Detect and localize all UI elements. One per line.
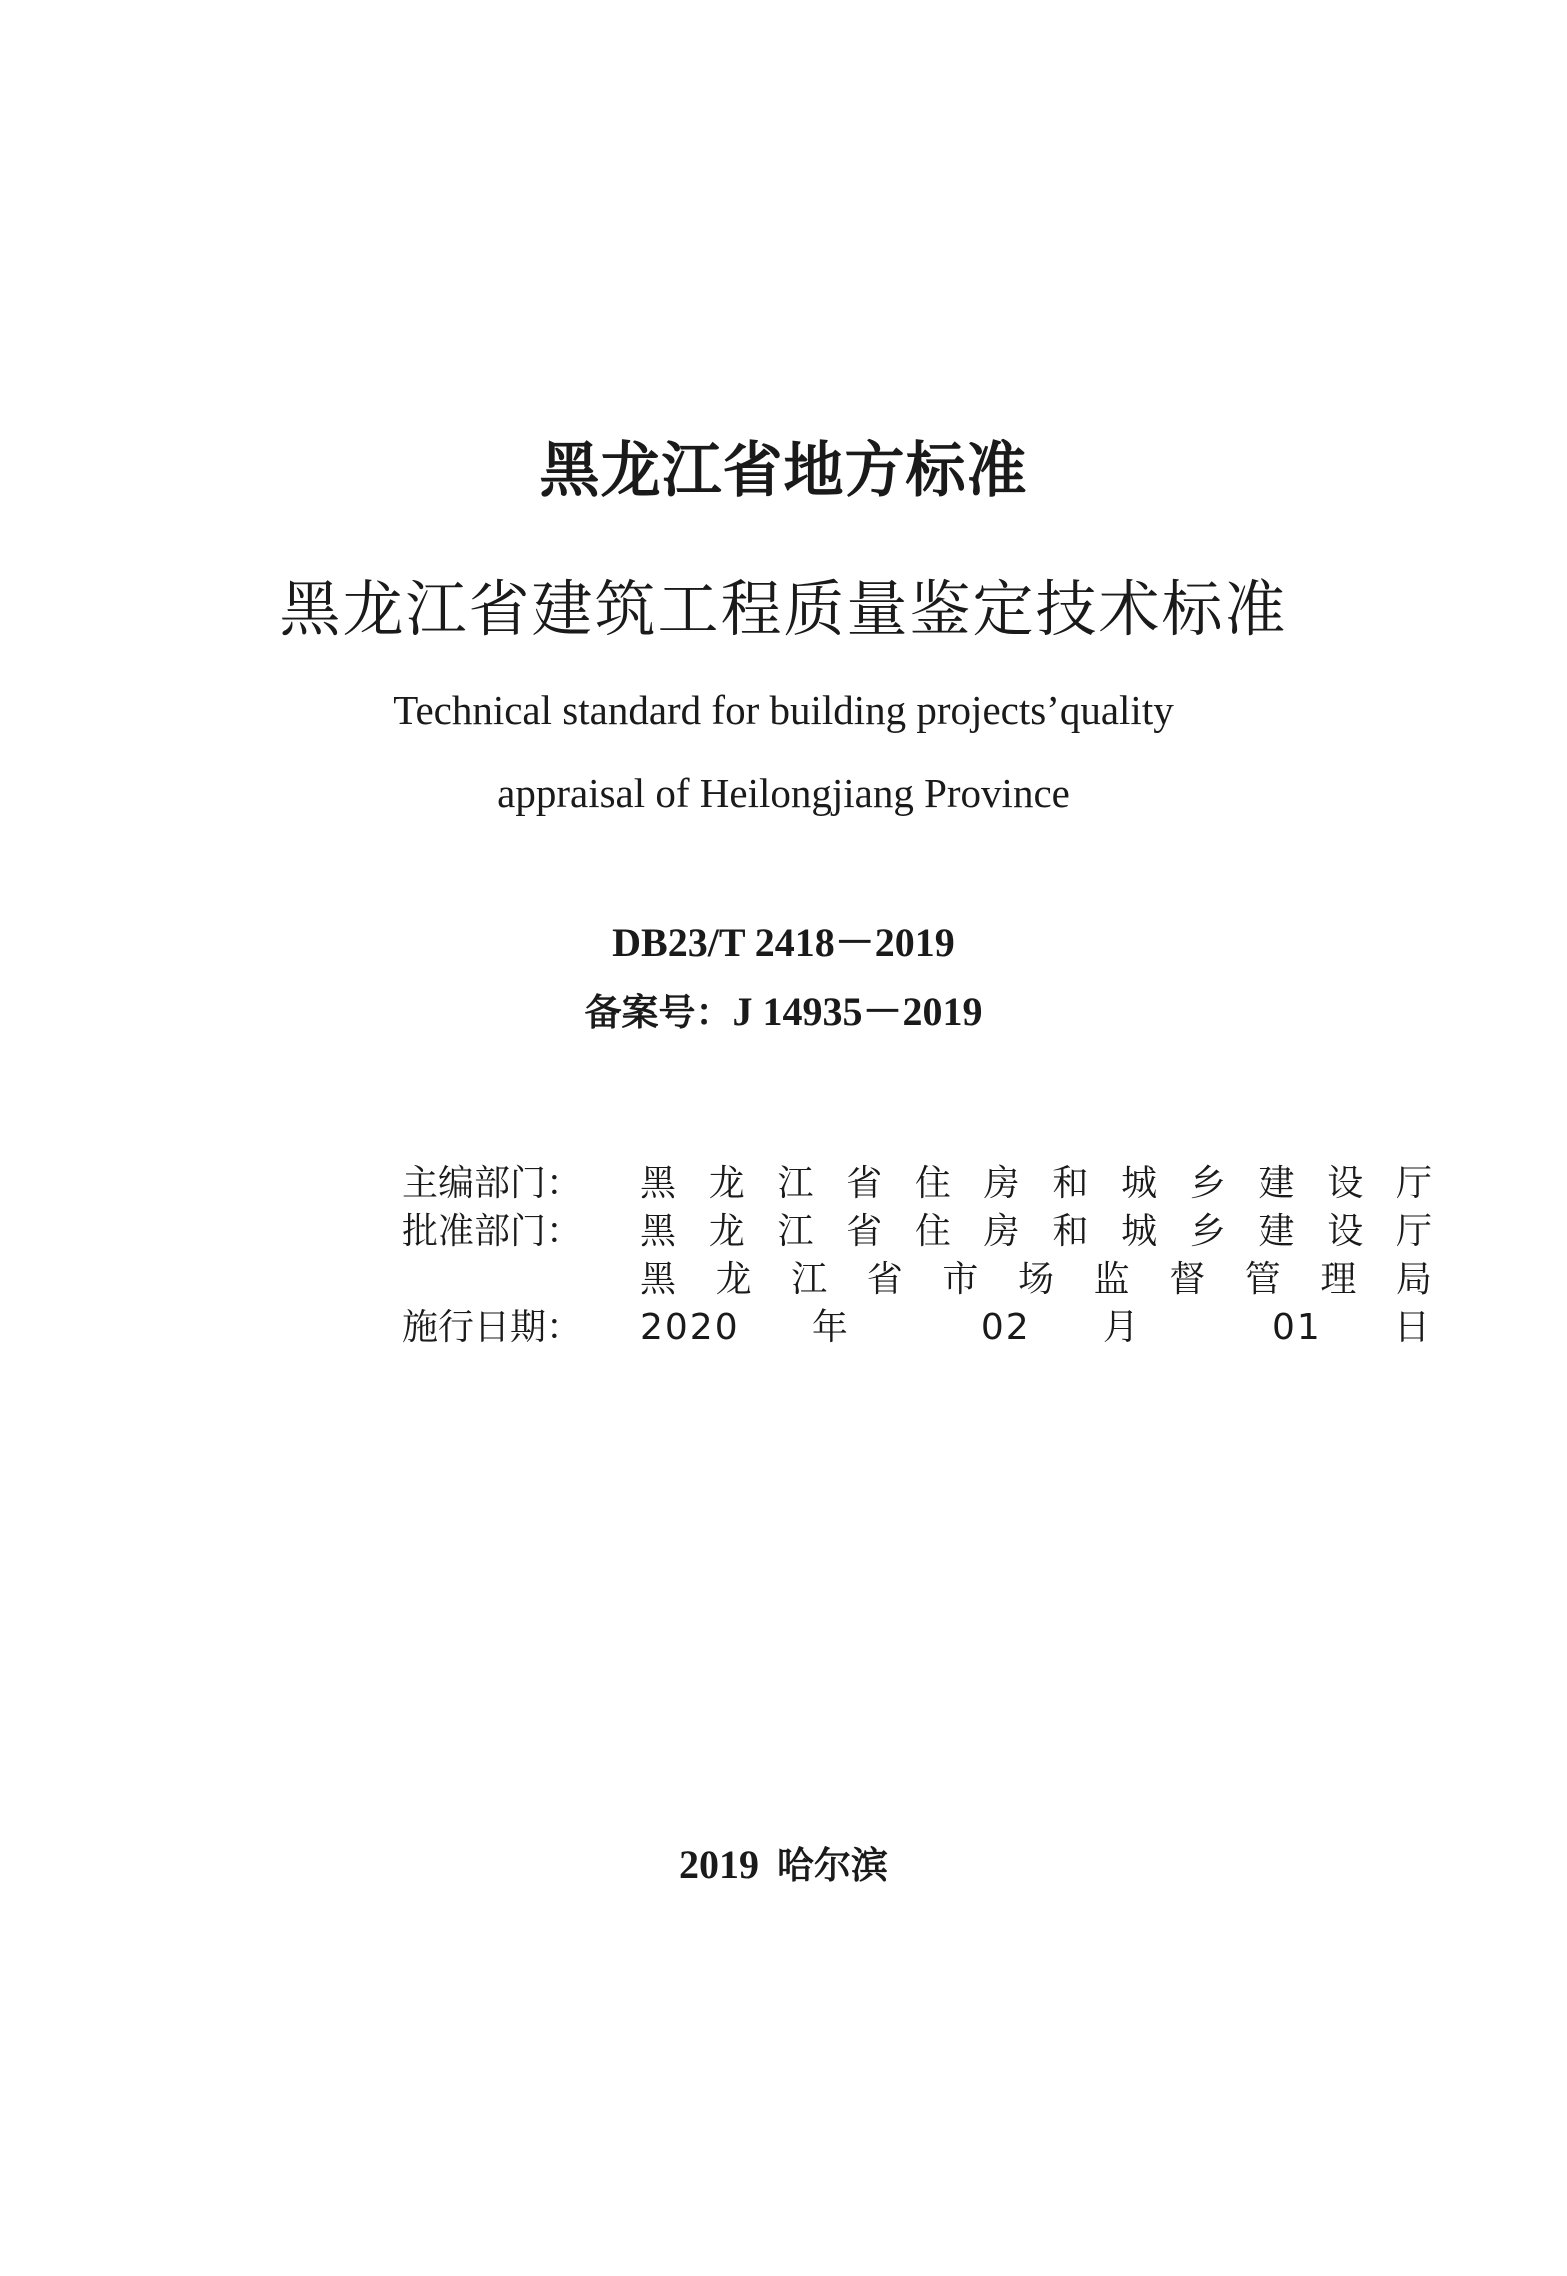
info-label: 施行日期： [402, 1307, 583, 1348]
info-row-chief-editor [402, 1160, 1432, 1208]
english-title-line-2: appraisal of Heilongjiang Province [497, 770, 1070, 816]
publish-city: 哈尔滨 [777, 1844, 888, 1887]
standard-code: DB23/T 2418－2019 [612, 920, 955, 965]
info-label: 主编部门： [402, 1163, 583, 1204]
info-value: 黑龙江省住房和城乡建设厅 [640, 1163, 1432, 1204]
info-label: 批准部门： [402, 1211, 583, 1252]
main-title: 黑龙江省建筑工程质量鉴定技术标准 [279, 574, 1288, 645]
info-value: 黑龙江省住房和城乡建设厅 [640, 1211, 1432, 1252]
info-value: 黑龙江省市场监督管理局 [640, 1259, 1432, 1300]
info-row-effective-date [402, 1304, 1432, 1352]
series-title: 黑龙江省地方标准 [539, 436, 1028, 506]
publish-year: 2019 [679, 1842, 759, 1887]
info-value: 2020 年 02 月 01 日 [640, 1307, 1432, 1348]
info-label [402, 1256, 640, 1304]
record-number-line [0, 987, 1567, 1038]
english-title-line-1: Technical standard for building projects’quality [393, 687, 1174, 733]
info-row-approver [402, 1208, 1432, 1256]
publisher-line [0, 1840, 1567, 1891]
record-label: 备案号： [584, 991, 733, 1034]
record-number: J 14935－2019 [732, 989, 983, 1034]
info-row-approver-2 [402, 1256, 1432, 1304]
info-block [402, 1160, 1432, 1352]
